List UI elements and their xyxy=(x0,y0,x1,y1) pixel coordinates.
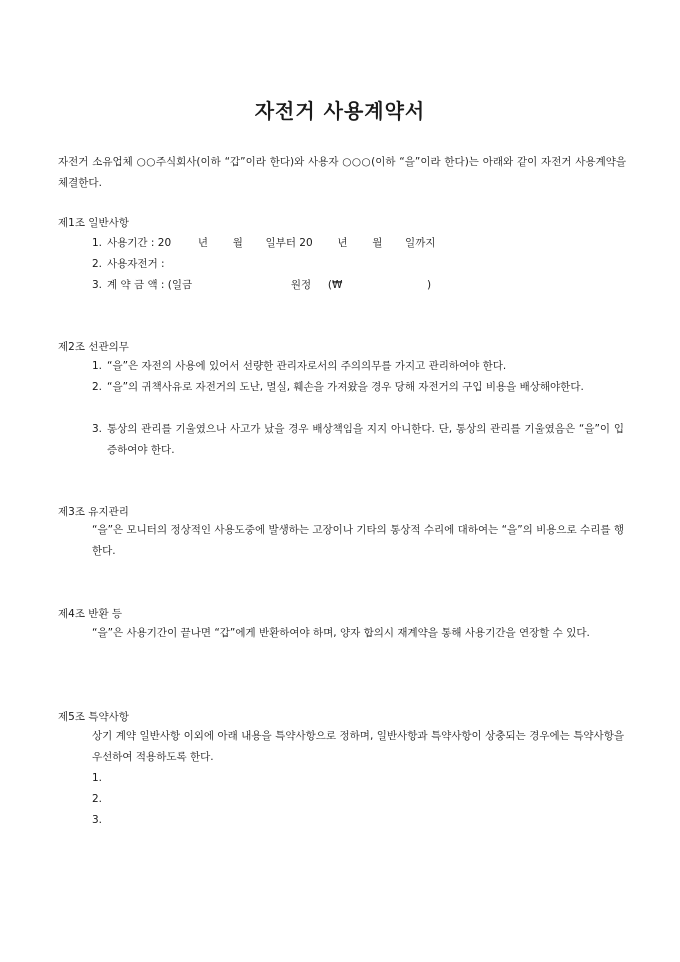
article-1-item-1 xyxy=(92,233,624,254)
item-number: 3. xyxy=(92,279,103,291)
article-5-item-1: 1. xyxy=(92,772,103,784)
article-5-item-3: 3. xyxy=(92,814,103,826)
month-1: 월 xyxy=(232,237,243,249)
krw-label: (₩ xyxy=(327,279,343,291)
month-2: 월 xyxy=(372,237,383,249)
year-1: 년 xyxy=(197,237,208,249)
item-number: 3. xyxy=(92,423,103,435)
item-text: 통상의 관리를 기울였으나 사고가 났을 경우 배상책임을 지지 아니한다. 단, 통상의 관리를 기울였음은 “을”이 입증하여야 한다. xyxy=(107,423,624,456)
bicycle-label: 사용자전거 : xyxy=(107,258,165,270)
article-1-heading: 제1조 일반사항 xyxy=(58,217,129,229)
from-day: 일부터 20 xyxy=(265,237,313,249)
item-number: 1. xyxy=(92,360,103,372)
article-1-item-3 xyxy=(92,275,624,296)
document-title: 자전거 사용계약서 xyxy=(254,99,426,123)
item-number: 2. xyxy=(92,258,103,270)
item-text: “을”은 자전의 사용에 있어서 선량한 관리자로서의 주의의무를 가지고 관리하여야 한다. xyxy=(107,360,507,372)
won-label: 원정 xyxy=(290,279,312,291)
article-3-text: “을”은 모니터의 정상적인 사용도중에 발생하는 고장이나 기타의 통상적 수리에 대하여는 “을”의 비용으로 수리를 행한다. xyxy=(92,524,624,557)
article-5-text: 상기 계약 일반사항 이외에 아래 내용을 특약사항으로 정하며, 일반사항과 특약사항이 상충되는 경우에는 특약사항을 우선하여 적용하도록 한다. xyxy=(92,730,624,763)
article-2-item-3 xyxy=(92,419,624,461)
item-text: “을”의 귀책사유로 자전거의 도난, 멸실, 훼손을 가져왔을 경우 당해 자전거의 구입 비용을 배상해야한다. xyxy=(107,381,584,393)
article-4-heading: 제4조 반환 등 xyxy=(58,608,123,620)
item-number: 1. xyxy=(92,237,103,249)
until-day: 일까지 xyxy=(405,237,436,249)
article-5-heading: 제5조 특약사항 xyxy=(58,711,129,723)
article-1-item-2 xyxy=(92,254,624,275)
year-2: 년 xyxy=(337,237,348,249)
article-2-item-1 xyxy=(92,356,624,377)
article-2-item-2 xyxy=(92,377,624,398)
usage-period-label: 사용기간 : 20 xyxy=(107,237,172,249)
article-2-heading: 제2조 선관의무 xyxy=(58,341,129,353)
close-paren: ) xyxy=(427,279,432,291)
article-4-text: “을”은 사용기간이 끝나면 “갑”에게 반환하여야 하며, 양자 합의시 재계약을 통해 사용기간을 연장할 수 있다. xyxy=(92,627,590,639)
article-5-item-2: 2. xyxy=(92,793,103,805)
item-number: 2. xyxy=(92,381,103,393)
contract-amount-label: 계 약 금 액 : (일금 xyxy=(107,279,193,291)
article-3-heading: 제3조 유지관리 xyxy=(58,506,129,518)
intro-paragraph: 자전거 소유업체 ○○주식회사(이하 “갑”이라 한다)와 사용자 ○○○(이하 “을”이라 한다)는 아래와 같이 자전거 사용계약을 체결한다. xyxy=(58,156,626,189)
